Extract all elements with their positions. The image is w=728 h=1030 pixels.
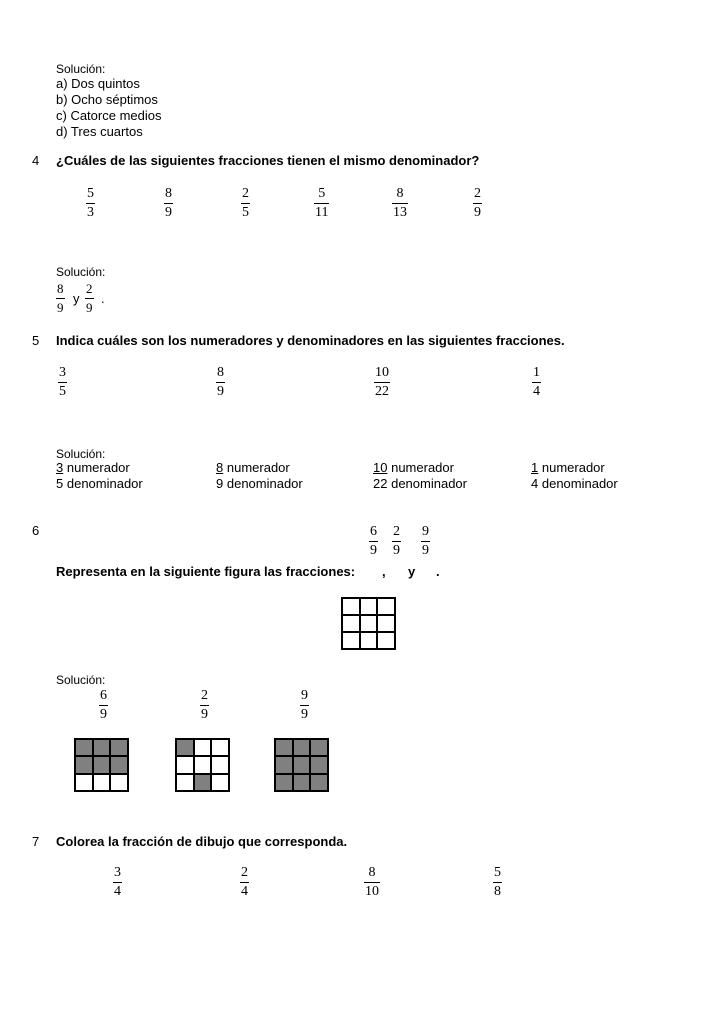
solution-label-3: Solución: (56, 62, 106, 76)
grid-cell (110, 774, 128, 791)
denominator: 8 (494, 884, 501, 899)
grid-cell-shaded (310, 756, 328, 773)
fraction-grid-six-ninths (74, 738, 129, 792)
grid-cell (75, 774, 93, 791)
grid-cell[interactable] (377, 598, 395, 615)
solution-label-5: Solución: (56, 447, 106, 461)
denominator: 9 (370, 543, 377, 558)
q7-fraction-4 (493, 865, 502, 899)
q5-answer-4-den: 4 denominador (531, 476, 618, 491)
q5-answer-1-den: 5 denominador (56, 476, 143, 491)
q7-fraction-1 (113, 865, 122, 899)
numerator: 9 (422, 524, 429, 539)
q4-fraction-5 (392, 186, 408, 220)
denominator: 9 (301, 707, 308, 722)
grid-cell-shaded (93, 739, 111, 756)
denominator: 9 (217, 384, 224, 399)
grid-cell[interactable] (342, 632, 360, 649)
denominator: 9 (474, 205, 481, 220)
question-number-6: 6 (32, 523, 40, 538)
numerator: 2 (241, 865, 248, 880)
numerator: 8 (368, 865, 376, 880)
q7-fraction-2 (240, 865, 249, 899)
q6-solution-fraction-2 (200, 688, 209, 722)
question-number-5: 5 (32, 333, 40, 348)
denominator: 9 (393, 543, 400, 558)
denominator: 13 (393, 205, 407, 220)
q5-answer-2-den: 9 denominador (216, 476, 303, 491)
grid-cell[interactable] (342, 598, 360, 615)
denominator: 4 (114, 884, 121, 899)
solution-item-c: c) Catorce medios (56, 108, 162, 123)
question-6-text: Representa en la siguiente figura las fracciones: (56, 564, 356, 579)
denominator: 9 (422, 543, 429, 558)
numerator: 6 (370, 524, 377, 539)
numerator: 3 (114, 865, 121, 880)
grid-cell (176, 756, 194, 773)
denominator: 9 (201, 707, 208, 722)
denominator: 11 (315, 205, 329, 220)
q6-separator-y: y (408, 564, 416, 579)
denominator: 5 (242, 205, 249, 220)
q5-answer-2-num: 8 numerador (216, 460, 290, 475)
grid-cell (211, 756, 229, 773)
question-5-text: Indica cuáles son los numeradores y denominadores en las siguientes fracciones. (56, 333, 565, 348)
grid-cell-shaded (75, 756, 93, 773)
solution-item-d: d) Tres cuartos (56, 124, 143, 139)
grid-cell (194, 739, 212, 756)
grid-cell-shaded (275, 774, 293, 791)
numerator: 5 (494, 865, 501, 880)
solution-label-4: Solución: (56, 265, 106, 279)
q5-fraction-1 (58, 365, 67, 399)
numerator: 1 (533, 365, 540, 380)
grid-cell-shaded (275, 739, 293, 756)
denominator: 4 (533, 384, 540, 399)
q7-fraction-3 (364, 865, 380, 899)
denominator: 9 (86, 300, 93, 315)
q5-fraction-3 (374, 365, 390, 399)
q6-separator-comma: , (382, 564, 386, 579)
grid-cell-shaded (310, 739, 328, 756)
denominator: 9 (100, 707, 107, 722)
q5-answer-1-num: 3 numerador (56, 460, 130, 475)
question-number-7: 7 (32, 834, 40, 849)
question-number-4: 4 (32, 153, 40, 168)
denominator: 3 (87, 205, 94, 220)
q5-answer-4-num: 1 numerador (531, 460, 605, 475)
denominator: 9 (57, 300, 64, 315)
q4-answer-end: . (101, 291, 105, 306)
q6-solution-fraction-1 (99, 688, 108, 722)
numerator: 5 (87, 186, 94, 201)
grid-cell[interactable] (360, 615, 378, 632)
grid-cell-shaded (176, 739, 194, 756)
grid-cell[interactable] (342, 615, 360, 632)
grid-cell-shaded (110, 739, 128, 756)
numerator: 3 (59, 365, 66, 380)
q6-fraction-3 (421, 524, 430, 558)
grid-cell[interactable] (377, 615, 395, 632)
grid-cell[interactable] (377, 632, 395, 649)
q4-fraction-2 (164, 186, 173, 220)
q6-fraction-2 (392, 524, 401, 558)
q5-fraction-4 (532, 365, 541, 399)
q5-answer-3-den: 22 denominador (373, 476, 467, 491)
grid-cell-shaded (310, 774, 328, 791)
q4-fraction-6 (473, 186, 482, 220)
q5-answer-3-num: 10 numerador (373, 460, 454, 475)
q6-solution-fraction-3 (300, 688, 309, 722)
q4-fraction-3 (241, 186, 250, 220)
q4-answer-join: y (73, 291, 80, 306)
q6-separator-period: . (436, 564, 440, 579)
grid-cell-shaded (293, 756, 311, 773)
numerator: 9 (301, 688, 308, 703)
denominator: 22 (375, 384, 389, 399)
numerator: 6 (100, 688, 107, 703)
q4-fraction-4 (314, 186, 329, 220)
numerator: 2 (242, 186, 249, 201)
numerator: 5 (318, 186, 326, 201)
numerator: 10 (375, 365, 389, 380)
grid-cell (211, 739, 229, 756)
q6-fraction-1 (369, 524, 378, 558)
grid-cell (194, 756, 212, 773)
denominator: 10 (365, 884, 379, 899)
solution-item-a: a) Dos quintos (56, 76, 140, 91)
grid-cell[interactable] (360, 632, 378, 649)
solution-item-b: b) Ocho séptimos (56, 92, 158, 107)
numerator: 2 (201, 688, 208, 703)
numerator: 8 (217, 365, 224, 380)
denominator: 4 (241, 884, 248, 899)
question-7-text: Colorea la fracción de dibujo que corresponda. (56, 834, 348, 849)
q4-fraction-1 (86, 186, 95, 220)
numerator: 2 (393, 524, 400, 539)
denominator: 9 (165, 205, 172, 220)
numerator: 8 (396, 186, 404, 201)
grid-cell[interactable] (360, 598, 378, 615)
grid-cell-shaded (93, 756, 111, 773)
denominator: 5 (59, 384, 66, 399)
grid-cell-shaded (275, 756, 293, 773)
q4-answer-fraction-b (85, 281, 94, 315)
grid-cell (176, 774, 194, 791)
numerator: 8 (57, 281, 64, 296)
fraction-grid-nine-ninths (274, 738, 329, 792)
question-4-text: ¿Cuáles de las siguientes fracciones tienen el mismo denominador? (56, 153, 480, 168)
numerator: 2 (86, 281, 93, 296)
grid-cell-shaded (110, 756, 128, 773)
grid-cell-shaded (293, 739, 311, 756)
q5-fraction-2 (216, 365, 225, 399)
q4-answer-fraction-a (56, 281, 65, 315)
fraction-grid-two-ninths (175, 738, 230, 792)
solution-label-6: Solución: (56, 673, 106, 687)
grid-cell-shaded (293, 774, 311, 791)
grid-cell-shaded (75, 739, 93, 756)
grid-cell-shaded (194, 774, 212, 791)
grid-cell (93, 774, 111, 791)
numerator: 8 (165, 186, 172, 201)
fraction-grid-blank[interactable] (341, 597, 396, 650)
grid-cell (211, 774, 229, 791)
numerator: 2 (474, 186, 481, 201)
